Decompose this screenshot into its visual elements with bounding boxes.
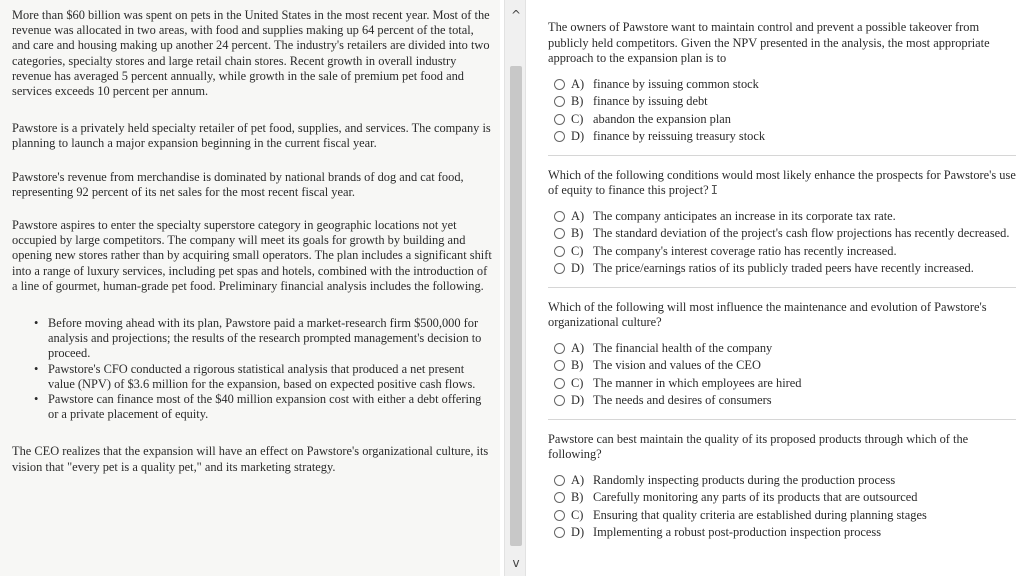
option-letter: D) (571, 129, 585, 143)
passage-paragraph: Pawstore is a privately held specialty retailer of pet food, supplies, and services. The company is planning to launch a major expansion beginning in the current fiscal year. (12, 121, 491, 151)
option-text: The company anticipates an increase in its corporate tax rate. (593, 208, 896, 223)
option-text: finance by reissuing treasury stock (593, 129, 766, 143)
question-4 (548, 432, 1016, 551)
text-cursor-icon: I (710, 183, 718, 197)
passage-bullet (34, 392, 494, 422)
option-letter: B) (571, 94, 584, 108)
radio-icon[interactable] (554, 527, 565, 538)
question-stem: Pawstore can best maintain the quality of its proposed products through which of the following? (548, 431, 969, 461)
option-letter: A) (571, 340, 585, 355)
passage-scrollbar[interactable] (504, 0, 526, 576)
question-1 (548, 20, 1016, 156)
answer-option-c[interactable] (548, 112, 1016, 128)
radio-icon[interactable] (554, 246, 565, 257)
passage-bullet (34, 316, 494, 362)
answer-option-b[interactable] (548, 226, 1016, 242)
answer-option-d[interactable] (548, 261, 1016, 277)
option-letter: D) (571, 393, 585, 407)
radio-icon[interactable] (554, 79, 565, 90)
option-text: The vision and values of the CEO (593, 358, 761, 372)
option-text: The company's interest coverage ratio has recently increased. (593, 243, 897, 258)
radio-icon[interactable] (554, 395, 565, 406)
bullet-icon: • (34, 392, 39, 407)
answer-option-b[interactable] (548, 490, 1016, 506)
radio-icon[interactable] (554, 378, 565, 389)
passage-paragraph: Pawstore's revenue from merchandise is dominated by national brands of dog and cat food, representing 92 percent of its net sales for the most recent fiscal year. (12, 169, 464, 199)
passage-paragraph: Pawstore aspires to enter the specialty superstore category in geographic locations not yet occupied by large competitors. The company will meet its goals for growth by building and opening new stores rather than by acquiring small operators. The plan includes a significant shift into a range of luxury services, including pet spas and hotels, combined with the introduction of a line of gourmet, human-grade pet food. Preliminary financial analysis includes the following. (12, 218, 492, 293)
option-letter: C) (571, 375, 584, 390)
radio-icon[interactable] (554, 96, 565, 107)
option-letter: C) (571, 507, 584, 522)
option-letter: C) (571, 243, 584, 258)
option-text: Implementing a robust post-production inspection process (593, 525, 882, 539)
option-letter: A) (571, 472, 585, 487)
passage-bullet (34, 362, 494, 392)
option-letter: B) (571, 358, 584, 372)
option-text: The financial health of the company (593, 340, 773, 355)
answer-option-a[interactable] (548, 473, 1016, 489)
option-text: The needs and desires of consumers (593, 393, 772, 407)
radio-icon[interactable] (554, 360, 565, 371)
question-3 (548, 300, 1016, 420)
option-text: The standard deviation of the project's cash flow projections has recently decreased. (593, 226, 1010, 240)
questions-panel (536, 0, 1016, 576)
radio-icon[interactable] (554, 475, 565, 486)
option-text: The manner in which employees are hired (593, 375, 802, 390)
question-stem (548, 168, 1016, 199)
option-letter: A) (571, 76, 585, 91)
radio-icon[interactable] (554, 492, 565, 503)
passage-paragraph: The CEO realizes that the expansion will have an effect on Pawstore's organizational culture, its vision that "every pet is a quality pet," and its marketing strategy. (12, 444, 489, 474)
answer-option-d[interactable] (548, 129, 1016, 145)
radio-icon[interactable] (554, 114, 565, 125)
option-letter: B) (571, 490, 584, 504)
option-text: finance by issuing debt (593, 94, 708, 108)
option-text: abandon the expansion plan (593, 111, 731, 126)
passage-bullet-list (34, 316, 494, 422)
question-stem: Which of the following will most influence the maintenance and evolution of Pawstore's organizational culture? (548, 299, 987, 329)
radio-icon[interactable] (554, 211, 565, 222)
bullet-icon: • (34, 316, 39, 331)
passage-bullet-text: Before moving ahead with its plan, Pawstore paid a market-research firm $500,000 for analysis and projections; the results of the research prompted management's decision to proceed. (48, 316, 482, 361)
answer-option-c[interactable] (548, 244, 1016, 260)
scroll-up-icon[interactable]: ^ (510, 8, 522, 22)
passage-paragraph: More than $60 billion was spent on pets in the United States in the most recent year. Most of the revenue was allocated in two areas, with food and supplies making up 64 percent of the total, and care and housing making up another 24 percent. The industry's retailers are divided into two categories, specialty stores and large retail chain stores. Recent growth in overall industry revenue has averaged 5 percent annually, while growth in the sale of premium pet food and services exceeds 10 percent per annum. (12, 8, 490, 99)
question-stem-text: Which of the following conditions would most likely enhance the prospects for Pawstore's use of equity to finance this project? (548, 167, 1016, 197)
option-text: finance by issuing common stock (593, 76, 759, 91)
question-stem: The owners of Pawstore want to maintain control and prevent a possible takeover from publicly held competitors. Given the NPV presented in the analysis, the most appropriate approach to the expansion plan is to (548, 20, 990, 65)
radio-icon[interactable] (554, 131, 565, 142)
answer-option-b[interactable] (548, 358, 1016, 374)
option-letter: C) (571, 111, 584, 126)
passage-panel (0, 0, 500, 576)
answer-option-a[interactable] (548, 341, 1016, 357)
passage-bullet-text: Pawstore's CFO conducted a rigorous statistical analysis that produced a net present value (NPV) of $3.6 million for the expansion, based on expected positive cash flows. (48, 361, 476, 391)
answer-option-a[interactable] (548, 77, 1016, 93)
answer-option-a[interactable] (548, 209, 1016, 225)
option-letter: A) (571, 208, 585, 223)
option-letter: D) (571, 525, 585, 539)
radio-icon[interactable] (554, 263, 565, 274)
question-2 (548, 168, 1016, 288)
option-text: The price/earnings ratios of its publicly traded peers have recently increased. (593, 261, 974, 275)
answer-option-d[interactable] (548, 393, 1016, 409)
option-text: Ensuring that quality criteria are established during planning stages (593, 507, 927, 522)
answer-option-d[interactable] (548, 525, 1016, 541)
radio-icon[interactable] (554, 343, 565, 354)
answer-option-c[interactable] (548, 508, 1016, 524)
option-letter: B) (571, 226, 584, 240)
radio-icon[interactable] (554, 510, 565, 521)
option-letter: D) (571, 261, 585, 275)
passage-bullet-text: Pawstore can finance most of the $40 million expansion cost with either a debt offering or a private placement of equity. (48, 392, 482, 422)
radio-icon[interactable] (554, 228, 565, 239)
answer-option-b[interactable] (548, 94, 1016, 110)
option-text: Carefully monitoring any parts of its products that are outsourced (593, 490, 918, 504)
answer-option-c[interactable] (548, 376, 1016, 392)
bullet-icon: • (34, 361, 39, 376)
scrollbar-thumb[interactable] (510, 66, 522, 546)
option-text: Randomly inspecting products during the production process (593, 472, 896, 487)
scroll-down-icon[interactable]: v (512, 556, 520, 570)
